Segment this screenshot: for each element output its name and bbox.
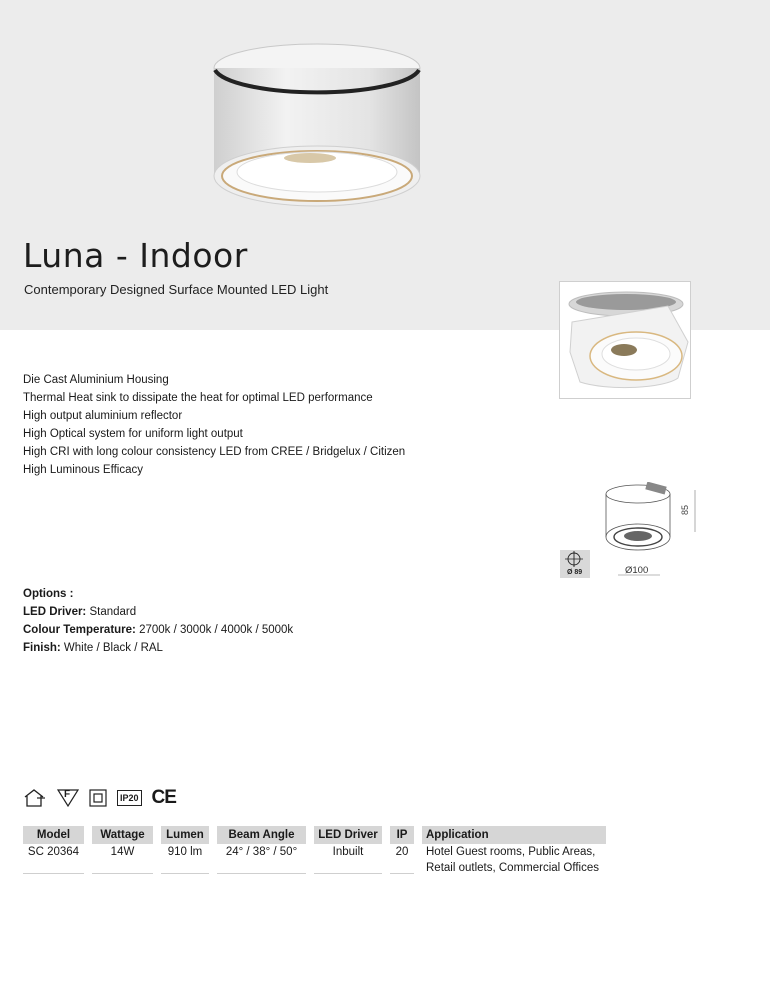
header-application: Application bbox=[422, 826, 606, 844]
cell-application bbox=[422, 844, 606, 874]
feature-item: Thermal Heat sink to dissipate the heat for optimal LED performance bbox=[23, 392, 373, 404]
feature-item: High output aluminium reflector bbox=[23, 410, 183, 422]
driver-value: Standard bbox=[86, 606, 137, 618]
table-header-row bbox=[23, 826, 606, 844]
header-model: Model bbox=[23, 826, 84, 844]
cutout-dimension: Ø 89 bbox=[567, 569, 583, 576]
header-ip: IP bbox=[390, 826, 414, 844]
cell-beam-angle: 24° / 38° / 50° bbox=[217, 844, 306, 874]
ce-mark-icon: CE bbox=[151, 787, 176, 808]
cell-wattage: 14W bbox=[92, 844, 153, 874]
cell-led-driver: Inbuilt bbox=[314, 844, 382, 874]
finish-value: White / Black / RAL bbox=[60, 642, 163, 654]
cell-model: SC 20364 bbox=[23, 844, 84, 874]
driver-label: LED Driver: bbox=[23, 606, 87, 618]
product-hero-image bbox=[205, 38, 435, 213]
application-line: Retail outlets, Commercial Offices bbox=[426, 862, 599, 874]
table-row bbox=[23, 844, 606, 874]
product-thumbnail bbox=[559, 281, 691, 399]
dimension-drawing bbox=[598, 482, 698, 578]
options-section bbox=[23, 585, 293, 657]
cell-lumen: 910 lm bbox=[161, 844, 209, 874]
class-ii-icon bbox=[89, 789, 107, 807]
indoor-house-icon bbox=[23, 788, 47, 808]
header-lumen: Lumen bbox=[161, 826, 209, 844]
feature-item: High Optical system for uniform light output bbox=[23, 428, 243, 440]
colour-temperature-value: 2700k / 3000k / 4000k / 5000k bbox=[135, 624, 294, 636]
feature-list bbox=[23, 371, 405, 479]
f-mark-icon bbox=[57, 788, 79, 808]
page-subtitle: Contemporary Designed Surface Mounted LED Light bbox=[24, 282, 329, 297]
height-dimension: 85 bbox=[680, 504, 691, 516]
header-wattage: Wattage bbox=[92, 826, 153, 844]
header-beam-angle: Beam Angle bbox=[217, 826, 306, 844]
ip-rating-icon: IP20 bbox=[117, 790, 142, 806]
certification-icons bbox=[23, 787, 186, 809]
application-line: Hotel Guest rooms, Public Areas, bbox=[426, 846, 596, 858]
f-mark-letter: F bbox=[64, 789, 71, 800]
product-angled-image bbox=[560, 282, 690, 398]
feature-item: Die Cast Aluminium Housing bbox=[23, 374, 169, 386]
colour-temperature-label: Colour Temperature: bbox=[23, 624, 136, 636]
cell-ip: 20 bbox=[390, 844, 414, 874]
finish-label: Finish: bbox=[23, 642, 61, 654]
header-led-driver: LED Driver bbox=[314, 826, 382, 844]
diameter-dimension: Ø100 bbox=[625, 565, 649, 576]
spec-table bbox=[23, 826, 606, 874]
options-heading: Options : bbox=[23, 588, 74, 600]
feature-item: High Luminous Efficacy bbox=[23, 464, 143, 476]
page-title: Luna - Indoor bbox=[23, 236, 248, 275]
feature-item: High CRI with long colour consistency LED from CREE / Bridgelux / Citizen bbox=[23, 446, 406, 458]
